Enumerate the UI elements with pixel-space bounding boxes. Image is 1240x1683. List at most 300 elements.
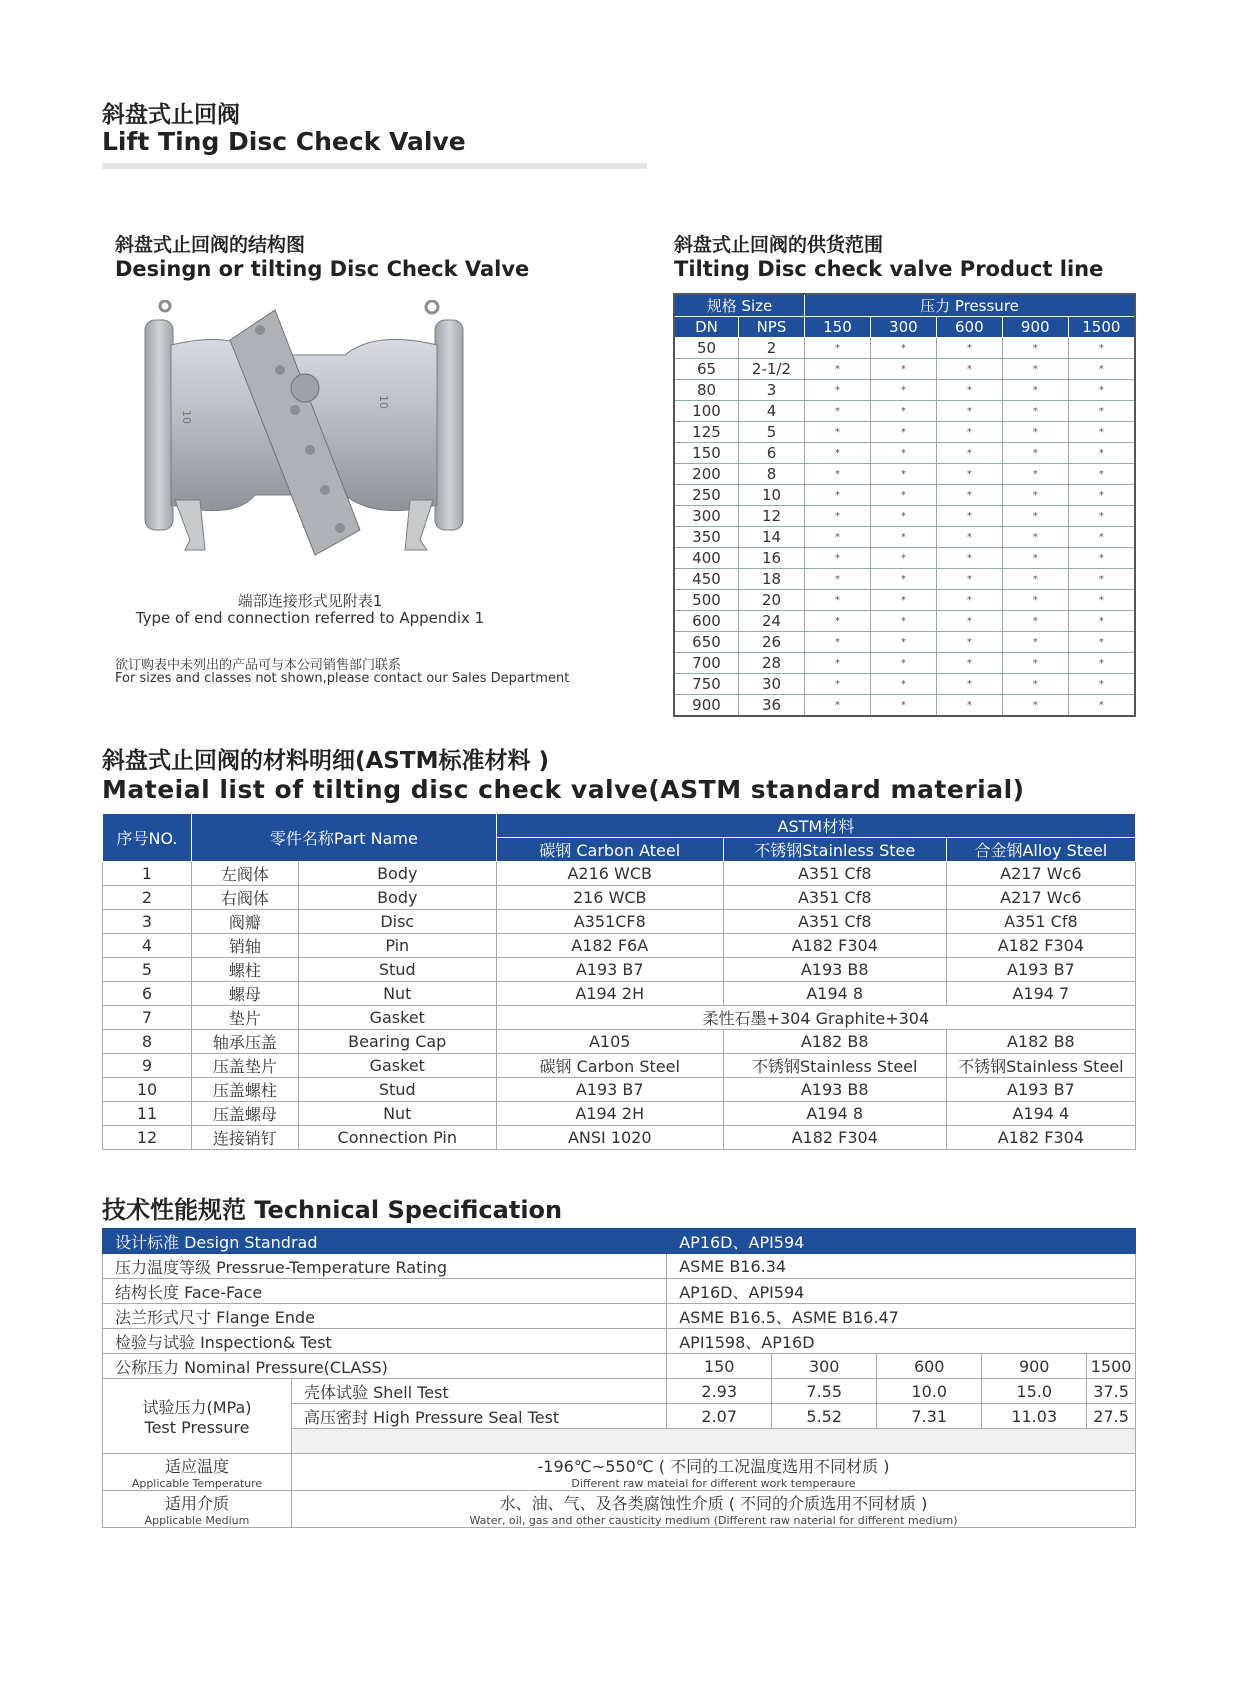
row-number: 3 xyxy=(103,910,192,934)
availability-mark: * xyxy=(1002,674,1068,695)
nps-cell: 36 xyxy=(739,695,805,717)
product-row xyxy=(674,506,1135,527)
part-name-cn: 轴承压盖 xyxy=(192,1030,299,1054)
dn-cell: 125 xyxy=(674,422,739,443)
design-standard-value: AP16D、API594 xyxy=(667,1229,1136,1254)
availability-mark: * xyxy=(1002,569,1068,590)
availability-mark: * xyxy=(1068,464,1135,485)
material-alloy: A193 B7 xyxy=(946,958,1135,982)
availability-mark: * xyxy=(870,380,936,401)
availability-mark: * xyxy=(936,338,1002,359)
col-class-300: 300 xyxy=(870,317,936,338)
spec-title: 技术性能规范 Technical Specification xyxy=(102,1196,563,1224)
dn-cell: 650 xyxy=(674,632,739,653)
product-row xyxy=(674,653,1135,674)
material-stainless: A194 8 xyxy=(723,982,946,1006)
availability-mark: * xyxy=(936,569,1002,590)
col-class-1500: 1500 xyxy=(1068,317,1135,338)
material-row xyxy=(103,982,1136,1006)
availability-mark: * xyxy=(804,548,870,569)
availability-mark: * xyxy=(1068,380,1135,401)
caption-cn: 端部连接形式见附表1 xyxy=(237,592,383,610)
availability-mark: * xyxy=(936,548,1002,569)
part-name-en: Body xyxy=(298,886,496,910)
availability-mark: * xyxy=(936,527,1002,548)
valve-illustration xyxy=(135,300,505,575)
availability-mark: * xyxy=(804,359,870,380)
flange-label: 法兰形式尺寸 Flange Ende xyxy=(103,1304,667,1329)
part-name-en: Bearing Cap xyxy=(298,1030,496,1054)
availability-mark: * xyxy=(804,401,870,422)
face-label: 结构长度 Face-Face xyxy=(103,1279,667,1304)
availability-mark: * xyxy=(804,506,870,527)
availability-mark: * xyxy=(804,485,870,506)
nominal-class: 600 xyxy=(877,1354,982,1379)
shell-test-value: 2.93 xyxy=(667,1379,772,1404)
seal-test-value: 11.03 xyxy=(982,1404,1087,1429)
material-merged: 柔性石墨+304 Graphite+304 xyxy=(496,1006,1135,1030)
part-name-en: Connection Pin xyxy=(298,1126,496,1150)
availability-mark: * xyxy=(870,611,936,632)
blank-row xyxy=(292,1429,1136,1454)
seal-test-value: 5.52 xyxy=(772,1404,877,1429)
dn-cell: 700 xyxy=(674,653,739,674)
availability-mark: * xyxy=(1002,632,1068,653)
size-header: 规格 Size xyxy=(674,294,804,317)
product-row xyxy=(674,485,1135,506)
nps-cell: 3 xyxy=(739,380,805,401)
part-name-en: Pin xyxy=(298,934,496,958)
material-row xyxy=(103,1102,1136,1126)
availability-mark: * xyxy=(936,611,1002,632)
material-alloy: A194 4 xyxy=(946,1102,1135,1126)
material-carbon: A194 2H xyxy=(496,1102,723,1126)
part-name-en: Gasket xyxy=(298,1054,496,1078)
availability-mark: * xyxy=(1068,590,1135,611)
part-name-cn: 螺母 xyxy=(192,982,299,1006)
part-name-cn: 螺柱 xyxy=(192,958,299,982)
material-table xyxy=(102,813,1136,1150)
dn-cell: 400 xyxy=(674,548,739,569)
temperature-label-en: Applicable Temperature xyxy=(131,1477,263,1490)
dn-cell: 150 xyxy=(674,443,739,464)
product-line-table xyxy=(673,293,1136,717)
availability-mark: * xyxy=(804,611,870,632)
availability-mark: * xyxy=(1002,506,1068,527)
col-no: 序号NO. xyxy=(103,814,192,862)
page-title-en: Lift Ting Disc Check Valve xyxy=(102,127,466,156)
availability-mark: * xyxy=(870,674,936,695)
availability-mark: * xyxy=(936,464,1002,485)
dn-cell: 450 xyxy=(674,569,739,590)
dn-cell: 750 xyxy=(674,674,739,695)
material-row xyxy=(103,886,1136,910)
material-stainless: A193 B8 xyxy=(723,958,946,982)
nps-cell: 6 xyxy=(739,443,805,464)
title-underline xyxy=(102,163,647,169)
availability-mark: * xyxy=(1068,695,1135,717)
valve-marking-left: 10 xyxy=(180,410,193,424)
row-number: 9 xyxy=(103,1054,192,1078)
part-name-cn: 销轴 xyxy=(192,934,299,958)
availability-mark: * xyxy=(804,464,870,485)
test-pressure-label-cn: 试验压力(MPa) xyxy=(142,1398,252,1417)
availability-mark: * xyxy=(804,422,870,443)
material-stainless: A351 Cf8 xyxy=(723,910,946,934)
availability-mark: * xyxy=(870,632,936,653)
part-name-en: Stud xyxy=(298,1078,496,1102)
dn-cell: 500 xyxy=(674,590,739,611)
part-name-cn: 右阀体 xyxy=(192,886,299,910)
face-value: AP16D、API594 xyxy=(667,1279,1136,1304)
col-carbon: 碳钢 Carbon Ateel xyxy=(496,838,723,862)
spec-table xyxy=(102,1228,1136,1528)
availability-mark: * xyxy=(804,338,870,359)
availability-mark: * xyxy=(1002,695,1068,717)
material-stainless: A182 F304 xyxy=(723,1126,946,1150)
flange-value: ASME B16.5、ASME B16.47 xyxy=(667,1304,1136,1329)
pressure-header: 压力 Pressure xyxy=(804,294,1135,317)
availability-mark: * xyxy=(870,590,936,611)
nps-cell: 12 xyxy=(739,506,805,527)
row-number: 10 xyxy=(103,1078,192,1102)
material-row xyxy=(103,1006,1136,1030)
availability-mark: * xyxy=(804,443,870,464)
availability-mark: * xyxy=(870,464,936,485)
availability-mark: * xyxy=(1068,359,1135,380)
availability-mark: * xyxy=(804,674,870,695)
row-number: 7 xyxy=(103,1006,192,1030)
test-pressure-label-en: Test Pressure xyxy=(144,1418,250,1437)
availability-mark: * xyxy=(936,506,1002,527)
dn-cell: 300 xyxy=(674,506,739,527)
availability-mark: * xyxy=(870,653,936,674)
availability-mark: * xyxy=(1068,611,1135,632)
material-carbon: A105 xyxy=(496,1030,723,1054)
part-name-cn: 左阀体 xyxy=(192,862,299,886)
availability-mark: * xyxy=(936,443,1002,464)
availability-mark: * xyxy=(870,443,936,464)
product-row xyxy=(674,380,1135,401)
row-number: 5 xyxy=(103,958,192,982)
availability-mark: * xyxy=(1068,338,1135,359)
availability-mark: * xyxy=(936,359,1002,380)
availability-mark: * xyxy=(1002,422,1068,443)
material-alloy: A182 F304 xyxy=(946,1126,1135,1150)
col-alloy: 合金钢Alloy Steel xyxy=(946,838,1135,862)
part-name-cn: 阀瓣 xyxy=(192,910,299,934)
material-carbon: A194 2H xyxy=(496,982,723,1006)
product-row xyxy=(674,527,1135,548)
medium-label xyxy=(103,1491,292,1528)
availability-mark: * xyxy=(936,422,1002,443)
nominal-pressure-label: 公称压力 Nominal Pressure(CLASS) xyxy=(103,1354,667,1379)
availability-mark: * xyxy=(1068,485,1135,506)
material-carbon: A182 F6A xyxy=(496,934,723,958)
row-number: 8 xyxy=(103,1030,192,1054)
material-carbon: A193 B7 xyxy=(496,1078,723,1102)
structure-title-cn: 斜盘式止回阀的结构图 xyxy=(115,234,306,256)
part-name-en: Gasket xyxy=(298,1006,496,1030)
material-row xyxy=(103,1030,1136,1054)
part-name-cn: 压盖螺母 xyxy=(192,1102,299,1126)
availability-mark: * xyxy=(870,422,936,443)
availability-mark: * xyxy=(870,548,936,569)
temperature-label-cn: 适应温度 xyxy=(164,1457,229,1476)
col-class-600: 600 xyxy=(936,317,1002,338)
availability-mark: * xyxy=(870,569,936,590)
material-carbon: ANSI 1020 xyxy=(496,1126,723,1150)
col-dn: DN xyxy=(674,317,739,338)
row-number: 2 xyxy=(103,886,192,910)
material-row xyxy=(103,1054,1136,1078)
temperature-value-cn: -196℃~550℃ ( 不同的工况温度选用不同材质 ) xyxy=(537,1457,890,1476)
nps-cell: 20 xyxy=(739,590,805,611)
availability-mark: * xyxy=(1002,380,1068,401)
material-carbon: A216 WCB xyxy=(496,862,723,886)
material-carbon: A351CF8 xyxy=(496,910,723,934)
availability-mark: * xyxy=(1068,548,1135,569)
part-name-cn: 压盖垫片 xyxy=(192,1054,299,1078)
availability-mark: * xyxy=(936,653,1002,674)
material-row xyxy=(103,862,1136,886)
product-row xyxy=(674,548,1135,569)
product-row xyxy=(674,569,1135,590)
part-name-en: Nut xyxy=(298,1102,496,1126)
col-astm: ASTM材料 xyxy=(496,814,1135,838)
availability-mark: * xyxy=(1068,653,1135,674)
nps-cell: 10 xyxy=(739,485,805,506)
nps-cell: 2 xyxy=(739,338,805,359)
test-pressure-label xyxy=(103,1379,292,1454)
availability-mark: * xyxy=(936,695,1002,717)
col-stainless: 不锈钢Stainless Stee xyxy=(723,838,946,862)
availability-mark: * xyxy=(1002,653,1068,674)
material-row xyxy=(103,958,1136,982)
shell-test-value: 37.5 xyxy=(1087,1379,1136,1404)
materials-title-en: Mateial list of tilting disc check valve(ASTM standard material) xyxy=(102,775,1025,804)
material-stainless: A182 F304 xyxy=(723,934,946,958)
availability-mark: * xyxy=(936,674,1002,695)
material-row xyxy=(103,1126,1136,1150)
availability-mark: * xyxy=(1068,569,1135,590)
availability-mark: * xyxy=(1002,485,1068,506)
availability-mark: * xyxy=(1002,359,1068,380)
rating-value: ASME B16.34 xyxy=(667,1254,1136,1279)
medium-value-en: Water, oil, gas and other causticity medium (Different raw naterial for different medium) xyxy=(469,1514,958,1527)
dn-cell: 200 xyxy=(674,464,739,485)
part-name-en: Disc xyxy=(298,910,496,934)
nps-cell: 18 xyxy=(739,569,805,590)
dn-cell: 65 xyxy=(674,359,739,380)
row-number: 1 xyxy=(103,862,192,886)
seal-test-label: 高压密封 High Pressure Seal Test xyxy=(292,1404,667,1429)
col-nps: NPS xyxy=(739,317,805,338)
availability-mark: * xyxy=(804,527,870,548)
nps-cell: 24 xyxy=(739,611,805,632)
temperature-value-en: Different raw mateial for different work temperaure xyxy=(571,1477,856,1490)
material-alloy: A351 Cf8 xyxy=(946,910,1135,934)
design-standard-label: 设计标准 Design Standrad xyxy=(103,1229,667,1254)
availability-mark: * xyxy=(1068,674,1135,695)
inspection-label: 检验与试验 Inspection& Test xyxy=(103,1329,667,1354)
nps-cell: 2-1/2 xyxy=(739,359,805,380)
product-row xyxy=(674,611,1135,632)
material-alloy: A182 B8 xyxy=(946,1030,1135,1054)
availability-mark: * xyxy=(1002,527,1068,548)
part-name-en: Body xyxy=(298,862,496,886)
row-number: 12 xyxy=(103,1126,192,1150)
availability-mark: * xyxy=(804,569,870,590)
material-alloy: A194 7 xyxy=(946,982,1135,1006)
product-row xyxy=(674,359,1135,380)
nps-cell: 30 xyxy=(739,674,805,695)
medium-label-en: Applicable Medium xyxy=(144,1514,250,1527)
availability-mark: * xyxy=(1068,422,1135,443)
material-carbon: A193 B7 xyxy=(496,958,723,982)
medium-value-cn: 水、油、气、及各类腐蚀性介质 ( 不同的介质选用不同材质 ) xyxy=(499,1494,928,1513)
product-row xyxy=(674,590,1135,611)
inspection-value: API1598、AP16D xyxy=(667,1329,1136,1354)
seal-test-value: 27.5 xyxy=(1087,1404,1136,1429)
dn-cell: 900 xyxy=(674,695,739,717)
product-row xyxy=(674,401,1135,422)
product-row xyxy=(674,338,1135,359)
product-row xyxy=(674,422,1135,443)
nominal-class: 150 xyxy=(667,1354,772,1379)
seal-test-value: 2.07 xyxy=(667,1404,772,1429)
material-alloy: A193 B7 xyxy=(946,1078,1135,1102)
caption-en: Type of end connection referred to Appendix 1 xyxy=(135,609,485,627)
col-class-900: 900 xyxy=(1002,317,1068,338)
nps-cell: 4 xyxy=(739,401,805,422)
row-number: 11 xyxy=(103,1102,192,1126)
availability-mark: * xyxy=(804,380,870,401)
availability-mark: * xyxy=(1068,506,1135,527)
dn-cell: 600 xyxy=(674,611,739,632)
structure-title-en: Desingn or tilting Disc Check Valve xyxy=(115,257,530,281)
availability-mark: * xyxy=(936,590,1002,611)
note-cn: 欲订购表中未列出的产品可与本公司销售部门联系 xyxy=(115,658,402,673)
part-name-cn: 垫片 xyxy=(192,1006,299,1030)
material-row xyxy=(103,934,1136,958)
materials-title-cn: 斜盘式止回阀的材料明细(ASTM标准材料 ) xyxy=(102,748,549,774)
availability-mark: * xyxy=(870,485,936,506)
nps-cell: 26 xyxy=(739,632,805,653)
material-stainless: A194 8 xyxy=(723,1102,946,1126)
temperature-label xyxy=(103,1454,292,1491)
availability-mark: * xyxy=(936,380,1002,401)
availability-mark: * xyxy=(804,590,870,611)
nps-cell: 14 xyxy=(739,527,805,548)
dn-cell: 50 xyxy=(674,338,739,359)
material-stainless: A182 B8 xyxy=(723,1030,946,1054)
temperature-value xyxy=(292,1454,1136,1491)
material-alloy: A217 Wc6 xyxy=(946,886,1135,910)
availability-mark: * xyxy=(1068,632,1135,653)
medium-value xyxy=(292,1491,1136,1528)
shell-test-value: 10.0 xyxy=(877,1379,982,1404)
availability-mark: * xyxy=(1002,464,1068,485)
availability-mark: * xyxy=(870,359,936,380)
col-part-name: 零件名称Part Name xyxy=(192,814,497,862)
row-number: 4 xyxy=(103,934,192,958)
row-number: 6 xyxy=(103,982,192,1006)
availability-mark: * xyxy=(1002,338,1068,359)
dn-cell: 80 xyxy=(674,380,739,401)
valve-marking-right: 10 xyxy=(377,395,390,409)
nps-cell: 8 xyxy=(739,464,805,485)
material-alloy: A217 Wc6 xyxy=(946,862,1135,886)
product-row xyxy=(674,464,1135,485)
availability-mark: * xyxy=(1002,611,1068,632)
availability-mark: * xyxy=(1068,527,1135,548)
availability-mark: * xyxy=(870,527,936,548)
material-row xyxy=(103,1078,1136,1102)
product-row xyxy=(674,695,1135,717)
medium-label-cn: 适用介质 xyxy=(164,1494,229,1513)
material-stainless: A351 Cf8 xyxy=(723,862,946,886)
availability-mark: * xyxy=(804,695,870,717)
nps-cell: 16 xyxy=(739,548,805,569)
nominal-class: 1500 xyxy=(1087,1354,1136,1379)
nominal-class: 300 xyxy=(772,1354,877,1379)
material-stainless: A193 B8 xyxy=(723,1078,946,1102)
shell-test-label: 壳体试验 Shell Test xyxy=(292,1379,667,1404)
dn-cell: 100 xyxy=(674,401,739,422)
availability-mark: * xyxy=(870,401,936,422)
material-stainless: A351 Cf8 xyxy=(723,886,946,910)
material-row xyxy=(103,910,1136,934)
part-name-cn: 压盖螺柱 xyxy=(192,1078,299,1102)
availability-mark: * xyxy=(936,401,1002,422)
availability-mark: * xyxy=(1002,401,1068,422)
product-row xyxy=(674,443,1135,464)
nps-cell: 28 xyxy=(739,653,805,674)
part-name-cn: 连接销钉 xyxy=(192,1126,299,1150)
availability-mark: * xyxy=(936,485,1002,506)
note-en: For sizes and classes not shown,please contact our Sales Department xyxy=(115,671,570,686)
material-alloy: 不锈钢Stainless Steel xyxy=(946,1054,1135,1078)
dn-cell: 250 xyxy=(674,485,739,506)
product-row xyxy=(674,674,1135,695)
material-carbon: 碳钢 Carbon Steel xyxy=(496,1054,723,1078)
availability-mark: * xyxy=(870,338,936,359)
availability-mark: * xyxy=(1068,443,1135,464)
product-line-title-en: Tilting Disc check valve Product line xyxy=(674,257,1104,281)
availability-mark: * xyxy=(804,632,870,653)
availability-mark: * xyxy=(936,632,1002,653)
part-name-en: Stud xyxy=(298,958,496,982)
shell-test-value: 15.0 xyxy=(982,1379,1087,1404)
availability-mark: * xyxy=(870,506,936,527)
rating-label: 压力温度等级 Pressrue-Temperature Rating xyxy=(103,1254,667,1279)
seal-test-value: 7.31 xyxy=(877,1404,982,1429)
product-row xyxy=(674,632,1135,653)
col-class-150: 150 xyxy=(804,317,870,338)
product-line-title-cn: 斜盘式止回阀的供货范围 xyxy=(674,234,884,256)
availability-mark: * xyxy=(1002,548,1068,569)
shell-test-value: 7.55 xyxy=(772,1379,877,1404)
availability-mark: * xyxy=(804,653,870,674)
material-stainless: 不锈钢Stainless Steel xyxy=(723,1054,946,1078)
availability-mark: * xyxy=(1068,401,1135,422)
nps-cell: 5 xyxy=(739,422,805,443)
availability-mark: * xyxy=(1002,443,1068,464)
material-alloy: A182 F304 xyxy=(946,934,1135,958)
nominal-class: 900 xyxy=(982,1354,1087,1379)
availability-mark: * xyxy=(870,695,936,717)
